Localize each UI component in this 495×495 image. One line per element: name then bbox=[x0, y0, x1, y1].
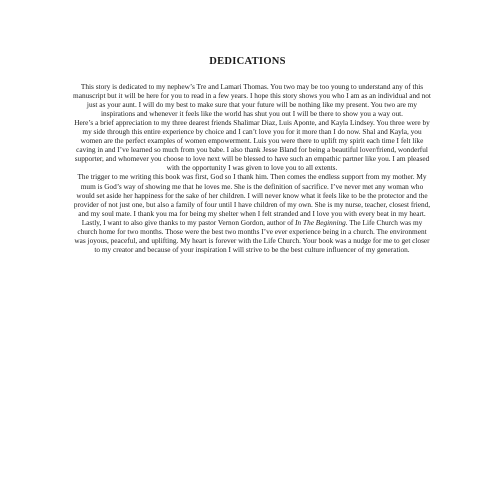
dedication-paragraph-nephews: This story is dedicated to my nephew’s Tre and Lamari Thomas. You two may be too young to understand any of this manuscript but it will be here for you to read in a few years. I hope this story shows you who I am as an individual and not just as your aunt. I will do my best to make sure that your future will be nothing like my present. You two are my inspirations and whenever it feels like the world has shut you out I will be there to show you a way out. bbox=[73, 82, 431, 119]
pastor-text-after: The Life Church was my church home for two months. Those were the best two months I’ve ever experience being in a church. The environment was joyous, peaceful, and uplifting. My heart is forever with the Life Church. Your book was a nudge for me to get closer to my creator and because of your inspiration I will strive to be the best culture influencer of my generation. bbox=[74, 217, 430, 254]
pastor-text-before: Lastly, I want to also give thanks to my pastor Vernon Gordon, author of bbox=[81, 217, 296, 227]
dedication-paragraph-mother: The trigger to me writing this book was first, God so I thank him. Then comes the endless support from my mother. My mum is God’s way of showing me that he loves me. She is the definition of sacrifice. I’ve never met any woman who would set aside her happiness for the sake of her children. I will never know what it feels like to be the protector and the provider of not just one, but also a family of four until I have children of my own. She is my nurse, teacher, closest friend, and my soul mate. I thank you ma for being my shelter when I felt stranded and I love you with every beat in my heart. bbox=[73, 172, 431, 218]
book-title: In The Beginning. bbox=[295, 217, 348, 227]
dedication-paragraph-pastor bbox=[72, 218, 432, 254]
dedication-body bbox=[72, 82, 432, 254]
page-title: DEDICATIONS bbox=[209, 56, 286, 67]
dedication-paragraph-friends: Here’s a brief appreciation to my three dearest friends Shalimar Diaz, Luis Aponte, and Kayla Lindsey. You three were by my side through this entire experience by choice and I can’t love you for it more than I do now. Shal and Kayla, you women are the perfect examples of women empowerment. Luis you were there to uplift my spirit each time I felt like caving in and I’ve learned so much from you babe. I also thank Jesse Bland for being a beautiful lover/friend, wonderful supporter, and whomever you choose to love next will be blessed to have such an empathic partner like you. I am pleased with the opportunity I was given to love you to all extents. bbox=[74, 118, 430, 173]
